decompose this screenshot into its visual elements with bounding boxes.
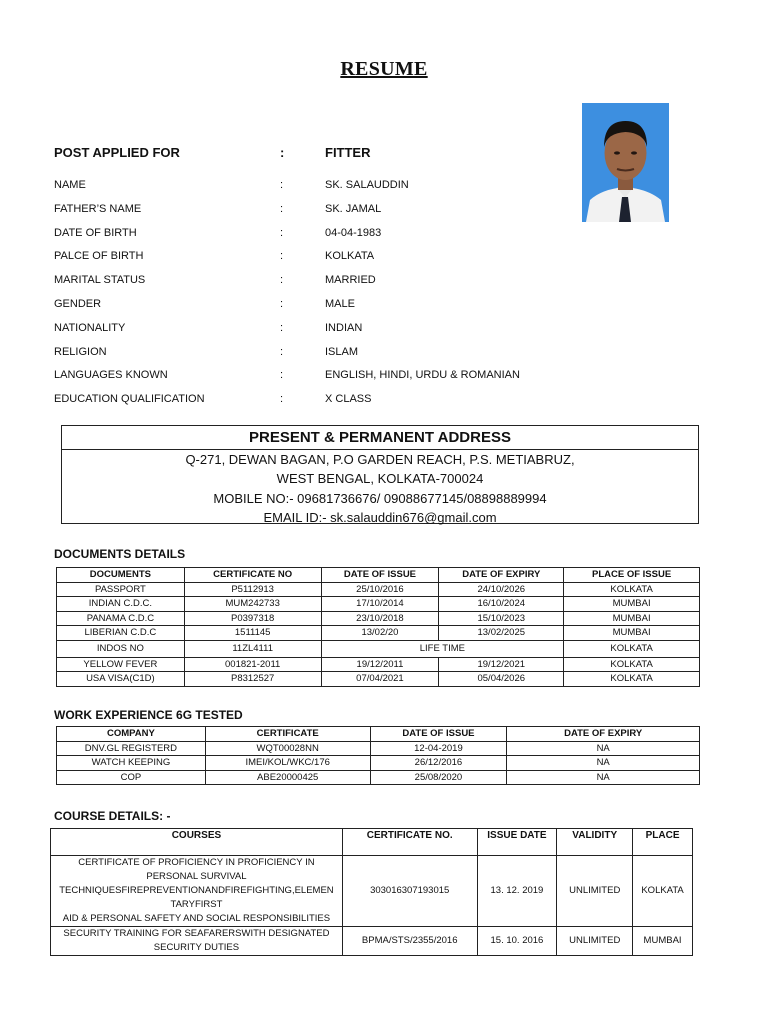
detail-label: NATIONALITY: [54, 321, 126, 334]
course-line: TECHNIQUESFIREPREVENTIONANDFIREFIGHTING,ELEMEN: [59, 885, 334, 896]
address-line-1: Q-271, DEWAN BAGAN, P.O GARDEN REACH, P.S. METIABRUZ,: [185, 452, 575, 467]
separator: :: [280, 145, 285, 160]
table-cell-lifetime: LIFE TIME: [321, 640, 564, 657]
separator: :: [280, 393, 284, 406]
address-line-2: WEST BENGAL, KOLKATA-700024: [276, 471, 484, 487]
detail-value: SK. SALAUDDIN: [325, 179, 409, 191]
table-cell: WQT00028NN: [205, 741, 370, 756]
table-row: [57, 672, 700, 687]
detail-value: SK. JAMAL: [325, 202, 382, 215]
personal-details: [54, 145, 554, 417]
table-cell: KOLKATA: [564, 582, 700, 597]
detail-row-religion: [54, 346, 554, 370]
course-name-cell: [51, 927, 343, 956]
course-line: SECURITY DUTIES: [153, 942, 240, 953]
table-cell: NA: [507, 770, 700, 785]
table-row: [57, 582, 700, 597]
table-cell: UNLIMITED: [557, 927, 633, 956]
table-header-row: [51, 829, 693, 856]
column-header: DATE OF EXPIRY: [439, 568, 564, 583]
detail-row-languages: [54, 369, 554, 393]
table-cell: ABE20000425: [205, 770, 370, 785]
detail-label: PALCE OF BIRTH: [54, 250, 144, 263]
table-cell: 303016307193015: [342, 856, 477, 927]
table-cell: 07/04/2021: [321, 672, 439, 687]
separator: :: [280, 202, 284, 215]
table-row: [57, 756, 700, 771]
address-heading: PRESENT & PERMANENT ADDRESS: [62, 426, 698, 450]
separator: :: [280, 274, 284, 287]
table-cell: YELLOW FEVER: [57, 657, 185, 672]
table-cell: LIBERIAN C.D.C: [57, 626, 185, 641]
table-cell: 13/02/20: [321, 626, 439, 641]
separator: :: [280, 369, 284, 382]
detail-value: MALE: [325, 297, 355, 310]
table-cell: 13. 12. 2019: [477, 856, 557, 927]
documents-heading: DOCUMENTS DETAILS: [54, 547, 186, 561]
detail-value: INDIAN: [325, 321, 363, 334]
table-cell: USA VISA(C1D): [57, 672, 185, 687]
detail-label: DATE OF BIRTH: [54, 226, 137, 239]
mobile-numbers: MOBILE NO:- 09681736676/ 09088677145/08898889994: [213, 490, 547, 506]
table-cell: UNLIMITED: [557, 856, 633, 927]
table-cell: MUMBAI: [564, 611, 700, 626]
table-cell: INDOS NO: [57, 640, 185, 657]
table-cell: KOLKATA: [564, 640, 700, 657]
post-applied-row: [54, 145, 554, 179]
course-details-heading: COURSE DETAILS: -: [54, 809, 171, 823]
table-row: [57, 657, 700, 672]
detail-value: ENGLISH, HINDI, URDU & ROMANIAN: [325, 369, 520, 382]
course-line: TARYFIRST: [170, 899, 223, 910]
table-cell: 17/10/2014: [321, 597, 439, 612]
work-experience-heading: WORK EXPERIENCE 6G TESTED: [54, 708, 243, 722]
detail-value: MARRIED: [325, 274, 376, 287]
separator: :: [280, 250, 284, 263]
table-cell: 1511145: [184, 626, 321, 641]
separator: :: [280, 321, 284, 334]
table-row: [57, 640, 700, 657]
table-cell: 11ZL4111: [184, 640, 321, 657]
resume-title: RESUME: [340, 58, 428, 80]
detail-label: GENDER: [54, 297, 102, 310]
detail-label: MARITAL STATUS: [54, 274, 146, 287]
detail-row-dob: [54, 227, 554, 251]
email-address: EMAIL ID:- sk.salauddin676@gmail.com: [263, 509, 497, 525]
table-cell: 19/12/2021: [439, 657, 564, 672]
detail-label: NAME: [54, 179, 86, 191]
table-cell: 25/10/2016: [321, 582, 439, 597]
address-box: [61, 425, 699, 524]
column-header: PLACE OF ISSUE: [564, 568, 700, 583]
table-cell: 24/10/2026: [439, 582, 564, 597]
documents-table: [56, 567, 700, 687]
detail-label: RELIGION: [54, 345, 107, 358]
detail-row-marital-status: [54, 274, 554, 298]
table-cell: MUMBAI: [564, 597, 700, 612]
detail-row-nationality: [54, 322, 554, 346]
separator: :: [280, 297, 284, 310]
table-cell: PANAMA C.D.C: [57, 611, 185, 626]
column-header: ISSUE DATE: [477, 829, 557, 856]
post-applied-value: FITTER: [325, 145, 371, 160]
table-row: [51, 856, 693, 927]
column-header: DOCUMENTS: [57, 568, 185, 583]
table-cell: 25/08/2020: [370, 770, 507, 785]
detail-row-gender: [54, 298, 554, 322]
table-cell: P0397318: [184, 611, 321, 626]
table-cell: DNV.GL REGISTERD: [57, 741, 206, 756]
work-experience-table: [56, 726, 700, 785]
table-row: [51, 927, 693, 956]
detail-row-father-name: [54, 203, 554, 227]
detail-label: EDUCATION QUALIFICATION: [54, 393, 205, 406]
table-row: [57, 611, 700, 626]
table-row: [57, 626, 700, 641]
table-cell: MUMBAI: [633, 927, 693, 956]
detail-value: X CLASS: [325, 393, 372, 406]
table-cell: 19/12/2011: [321, 657, 439, 672]
table-cell: P5112913: [184, 582, 321, 597]
column-header: CERTIFICATE NO.: [342, 829, 477, 856]
course-line: SECURITY TRAINING FOR SEAFARERSWITH DESIGNATED: [63, 928, 330, 939]
column-header: PLACE: [633, 829, 693, 856]
table-cell: 12-04-2019: [370, 741, 507, 756]
column-header: CERTIFICATE: [205, 727, 370, 742]
table-cell: KOLKATA: [633, 856, 693, 927]
table-cell: 05/04/2026: [439, 672, 564, 687]
detail-row-education: [54, 393, 554, 417]
table-row: [57, 741, 700, 756]
table-row: [57, 770, 700, 785]
detail-row-name: [54, 179, 554, 203]
table-cell: 15. 10. 2016: [477, 927, 557, 956]
table-cell: MUM242733: [184, 597, 321, 612]
table-cell: INDIAN C.D.C.: [57, 597, 185, 612]
table-cell: 23/10/2018: [321, 611, 439, 626]
table-cell: WATCH KEEPING: [57, 756, 206, 771]
column-header: CERTIFICATE NO: [184, 568, 321, 583]
table-cell: 001821-2011: [184, 657, 321, 672]
table-cell: 15/10/2023: [439, 611, 564, 626]
column-header: VALIDITY: [557, 829, 633, 856]
table-cell: PASSPORT: [57, 582, 185, 597]
detail-label: LANGUAGES KNOWN: [54, 369, 168, 382]
column-header: DATE OF EXPIRY: [507, 727, 700, 742]
column-header: COURSES: [51, 829, 343, 856]
profile-photo: [582, 103, 669, 222]
table-row: [57, 597, 700, 612]
post-applied-label: POST APPLIED FOR: [54, 145, 180, 160]
table-cell: 13/02/2025: [439, 626, 564, 641]
table-cell: IMEI/KOL/WKC/176: [205, 756, 370, 771]
table-cell: 16/10/2024: [439, 597, 564, 612]
table-header-row: [57, 568, 700, 583]
table-cell: MUMBAI: [564, 626, 700, 641]
table-header-row: [57, 727, 700, 742]
detail-row-place-of-birth: [54, 250, 554, 274]
table-cell: NA: [507, 741, 700, 756]
column-header: DATE OF ISSUE: [370, 727, 507, 742]
column-header: DATE OF ISSUE: [321, 568, 439, 583]
course-line: PERSONAL SURVIVAL: [146, 871, 247, 882]
column-header: COMPANY: [57, 727, 206, 742]
separator: :: [280, 226, 284, 239]
course-details-table: [50, 828, 693, 956]
table-cell: P8312527: [184, 672, 321, 687]
course-line: AID & PERSONAL SAFETY AND SOCIAL RESPONSIBILITIES: [62, 913, 331, 924]
course-name-cell: [51, 856, 343, 927]
course-line: CERTIFICATE OF PROFICIENCY IN PROFICIENCY IN: [78, 857, 315, 868]
detail-value: KOLKATA: [325, 250, 375, 263]
detail-value: 04-04-1983: [325, 226, 382, 239]
detail-value: ISLAM: [325, 345, 359, 358]
table-cell: COP: [57, 770, 206, 785]
table-cell: 26/12/2016: [370, 756, 507, 771]
detail-label: FATHER’S NAME: [54, 202, 142, 215]
table-cell: BPMA/STS/2355/2016: [342, 927, 477, 956]
table-cell: KOLKATA: [564, 657, 700, 672]
person-portrait-icon: [582, 103, 669, 222]
table-cell: NA: [507, 756, 700, 771]
separator: :: [280, 345, 284, 358]
separator: :: [280, 179, 284, 191]
table-cell: KOLKATA: [564, 672, 700, 687]
